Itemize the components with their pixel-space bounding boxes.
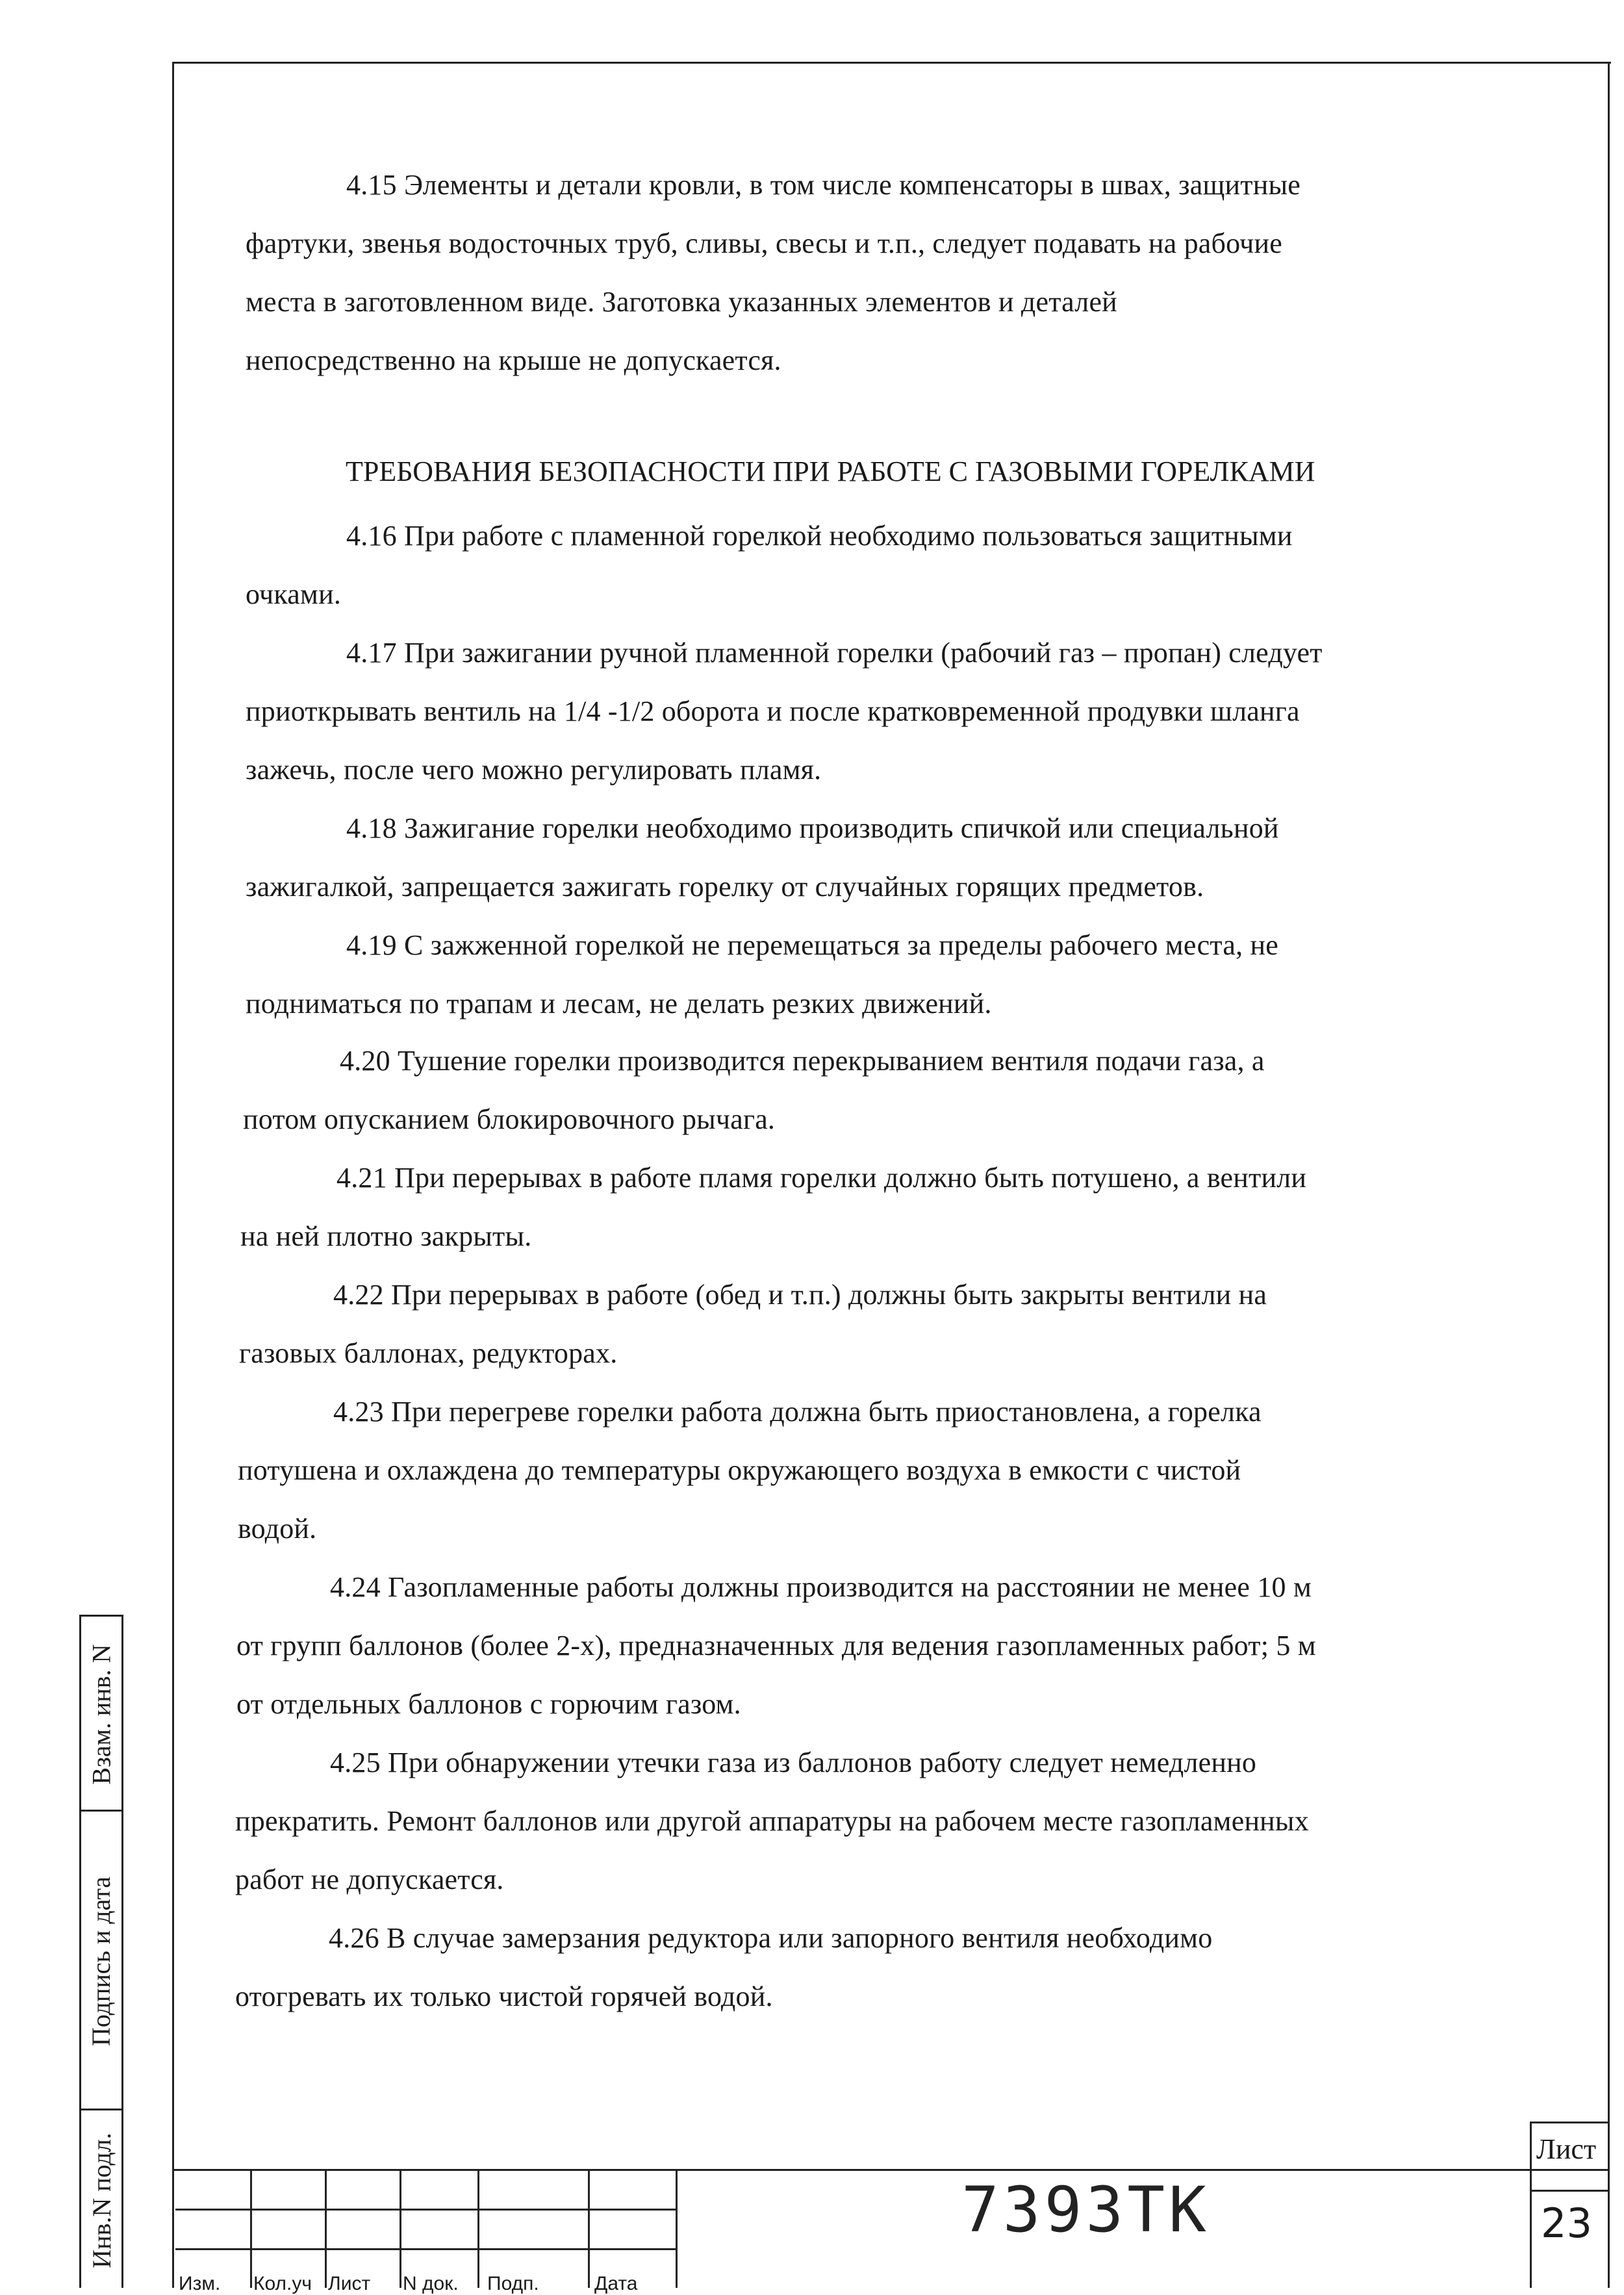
paragraph-line: подниматься по трапам и лесам, не делать резких движений.: [246, 988, 992, 1019]
paragraph-line: потушена и охлаждена до температуры окружающего воздуха в емкости с чистой: [238, 1454, 1241, 1486]
paragraph-first-line: 4.15 Элементы и детали кровли, в том числе компенсаторы в швах, защитные: [346, 169, 1300, 201]
paragraph-4-22: [239, 1266, 1480, 1383]
paragraph-first-line: 4.24 Газопламенные работы должны производится на расстоянии не менее 10 м: [330, 1571, 1312, 1603]
sheet-label: Лист: [1536, 2133, 1597, 2165]
side-label-vzam-inv: Взам. инв. N: [86, 1643, 116, 1785]
title-col-podp: Подп.: [487, 2273, 539, 2294]
paragraph-line: прекратить. Ремонт баллонов или другой аппаратуры на рабочем месте газопламенных: [235, 1805, 1309, 1837]
side-label-podpis-data: Подпись и дата: [86, 1876, 116, 2046]
sheet-number: 23: [1541, 2199, 1592, 2247]
paragraph-4-16: [246, 507, 1480, 624]
grid-col-line: [400, 2169, 401, 2288]
title-col-izm: Изм.: [179, 2273, 221, 2294]
paragraph-4-25: [235, 1734, 1480, 1909]
frame-right-border: [1608, 62, 1610, 2288]
sheet-cell-top-border: [1530, 2122, 1610, 2123]
grid-col-line: [676, 2169, 678, 2288]
frame-left-border: [172, 62, 174, 2288]
paragraph-line: отогревать их только чистой горячей водой.: [235, 1981, 773, 2012]
paragraph-line: водой.: [238, 1513, 317, 1545]
paragraph-line: от групп баллонов (более 2-х), предназначенных для ведения газопламенных работ; 5 м: [236, 1630, 1316, 1661]
paragraph-line: очками.: [246, 578, 342, 610]
paragraph-4-17: [246, 624, 1480, 799]
paragraph-line: фартуки, звенья водосточных труб, сливы, свесы и т.п., следует подавать на рабочие: [246, 227, 1282, 259]
paragraph-first-line: 4.16 При работе с пламенной горелкой необходимо пользоваться защитными: [346, 520, 1293, 552]
paragraph-first-line: 4.22 При перерывах в работе (обед и т.п.) должны быть закрыты вентили на: [333, 1279, 1267, 1311]
side-approval-stamp: [79, 1615, 123, 2288]
grid-col-line: [325, 2169, 327, 2288]
paragraph-line: приоткрывать вентиль на 1/4 -1/2 оборота и после кратковременной продувки шланга: [246, 695, 1300, 727]
paragraph-first-line: 4.26 В случае замерзания редуктора или запорного вентиля необходимо: [329, 1922, 1213, 1954]
paragraph-4-19: [246, 916, 1480, 1033]
paragraph-4-24: [236, 1558, 1480, 1734]
paragraph-line: зажечь, после чего можно регулировать пламя.: [246, 754, 822, 786]
section-heading: ТРЕБОВАНИЯ БЕЗОПАСНОСТИ ПРИ РАБОТЕ С ГАЗОВЫМИ ГОРЕЛКАМИ: [346, 455, 1315, 487]
paragraph-4-26: [235, 1909, 1480, 2026]
paragraph-line: зажигалкой, запрещается зажигать горелку от случайных горящих предметов.: [246, 871, 1204, 903]
grid-col-line: [477, 2169, 479, 2288]
paragraph-line: от отдельных баллонов с горючим газом.: [236, 1688, 741, 1720]
paragraph-first-line: 4.17 При зажигании ручной пламенной горелки (рабочий газ – пропан) следует: [346, 637, 1323, 669]
grid-col-line: [588, 2169, 590, 2288]
side-label-inv-podl: Инв.N подл.: [86, 2132, 116, 2268]
document-code: 7393ТК: [961, 2173, 1210, 2246]
paragraph-line: места в заготовленном виде. Заготовка указанных элементов и деталей: [246, 286, 1117, 318]
title-col-list: Лист: [328, 2273, 371, 2294]
paragraph-first-line: 4.23 При перегреве горелки работа должна быть приостановлена, а горелка: [333, 1396, 1262, 1428]
paragraph-line: на ней плотно закрыты.: [240, 1220, 532, 1252]
paragraph-line: работ не допускается.: [235, 1864, 504, 1895]
paragraph-4-21: [240, 1149, 1480, 1266]
title-col-n-dok: N док.: [403, 2273, 459, 2294]
title-block-grid: [175, 2169, 677, 2288]
paragraph-line: газовых баллонах, редукторах.: [239, 1337, 618, 1369]
title-col-data: Дата: [594, 2273, 638, 2294]
paragraph-first-line: 4.19 С зажженной горелкой не перемещаться за пределы рабочего места, не: [346, 929, 1278, 961]
side-cell-vzam-inv: [81, 1615, 121, 1812]
paragraph-line: непосредственно на крыше не допускается.: [246, 344, 781, 376]
paragraph-4-18: [246, 799, 1480, 916]
side-cell-podpis-data: [81, 1810, 121, 2110]
paragraph-first-line: 4.18 Зажигание горелки необходимо производить спичкой или специальной: [346, 812, 1279, 844]
paragraph-first-line: 4.20 Тушение горелки производится перекрыванием вентиля подачи газа, а: [340, 1045, 1265, 1077]
sheet-cell-divider: [1530, 2190, 1610, 2192]
title-col-kol-uch: Кол.уч: [253, 2273, 312, 2294]
sheet-cell-left-border: [1530, 2122, 1532, 2288]
paragraph-first-line: 4.21 При перерывах в работе пламя горелки должно быть потушено, а вентили: [336, 1162, 1307, 1194]
body-text: [235, 0, 1480, 2079]
paragraph-4-20: [243, 1032, 1480, 1149]
paragraph-4-15: [246, 156, 1480, 390]
side-cell-inv-podl: [81, 2109, 121, 2290]
grid-col-line: [250, 2169, 252, 2288]
paragraph-4-23: [238, 1383, 1480, 1558]
paragraph-line: потом опусканием блокировочного рычага.: [243, 1103, 776, 1135]
paragraph-first-line: 4.25 При обнаружении утечки газа из баллонов работу следует немедленно: [330, 1747, 1257, 1778]
